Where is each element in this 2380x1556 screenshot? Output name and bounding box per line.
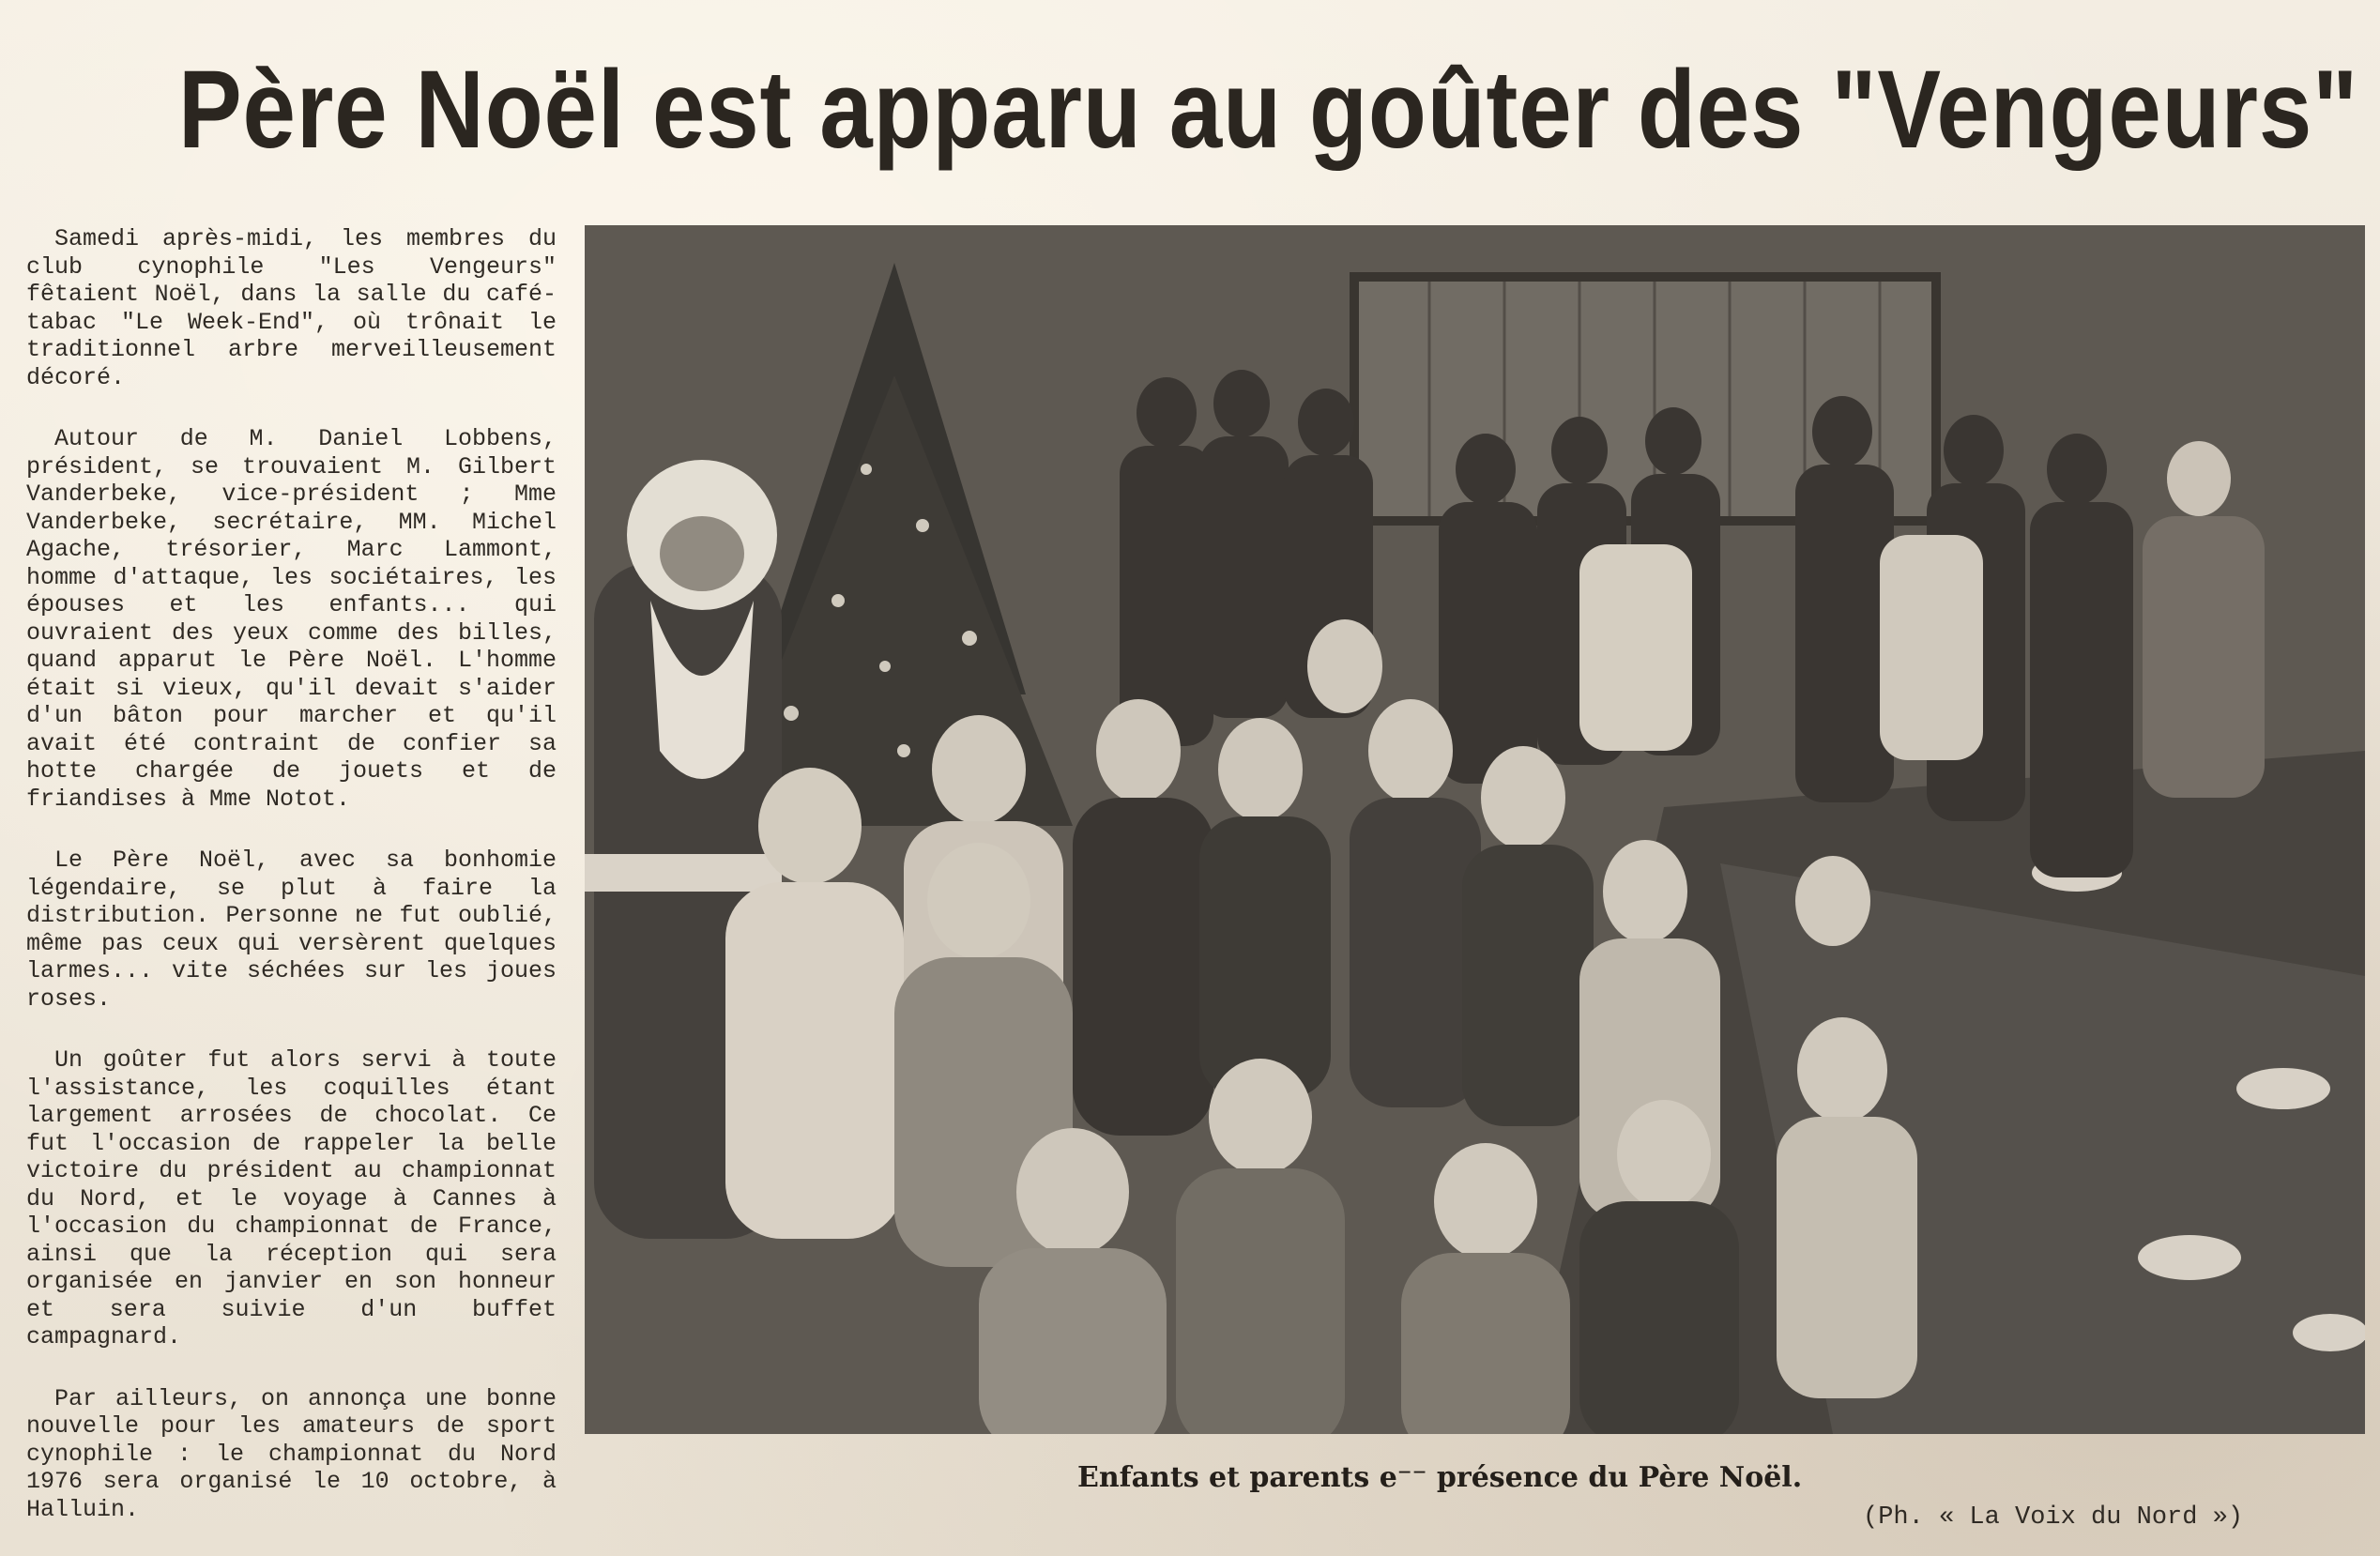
article-paragraph: Autour de M. Daniel Lobbens, président, se trouvaient M. Gilbert Vanderbeke, vice-président ; Mme Vanderbeke, secrétaire, MM. Michel Agache, trésorier, Marc Lammont, homme d'attaque, les sociétaires, les épouses et les enfants... qui ouvraient des yeux comme des billes, quand apparut le Père Noël. L'homme était si vieux, qu'il devait s'aider d'un bâton pour marcher et qu'il avait été contraint de confier sa hotte chargée de jouets et de friandises à Mme Notot. — [26, 425, 557, 813]
article-paragraph: Le Père Noël, avec sa bonhomie légendaire, se plut à faire la distribution. Personne ne fut oublié, même pas ceux qui versèrent quelques larmes... vite séchées sur les joues roses. — [26, 847, 557, 1013]
group-photo-illustration — [585, 225, 2365, 1434]
article-paragraph: Samedi après-midi, les membres du club cynophile "Les Vengeurs" fêtaient Noël, dans la salle du café-tabac "Le Week-End", où trônait le traditionnel arbre merveilleusement décoré. — [26, 225, 557, 391]
group-photo — [585, 225, 2365, 1434]
article-paragraph: Un goûter fut alors servi à toute l'assistance, les coquilles étant largement arrosées de chocolat. Ce fut l'occasion de rappeler la belle victoire du président au championnat du Nord, et le voyage à Cannes à l'occasion du championnat de France, ainsi que la réception qui sera organisée en janvier en son honneur et sera suivie d'un buffet campagnard. — [26, 1046, 557, 1350]
article-body — [26, 225, 557, 1530]
photo-caption: Enfants et parents e⁻⁻ présence du Père Noël. — [1077, 1461, 1803, 1494]
photo-credit: (Ph. « La Voix du Nord ») — [1863, 1503, 2244, 1532]
article-paragraph: Par ailleurs, on annonça une bonne nouvelle pour les amateurs de sport cynophile : le championnat du Nord 1976 sera organisé le 10 octobre, à Halluin. — [26, 1384, 557, 1523]
article-headline: Père Noël est apparu au goûter des "Vengeurs" — [178, 48, 2359, 172]
